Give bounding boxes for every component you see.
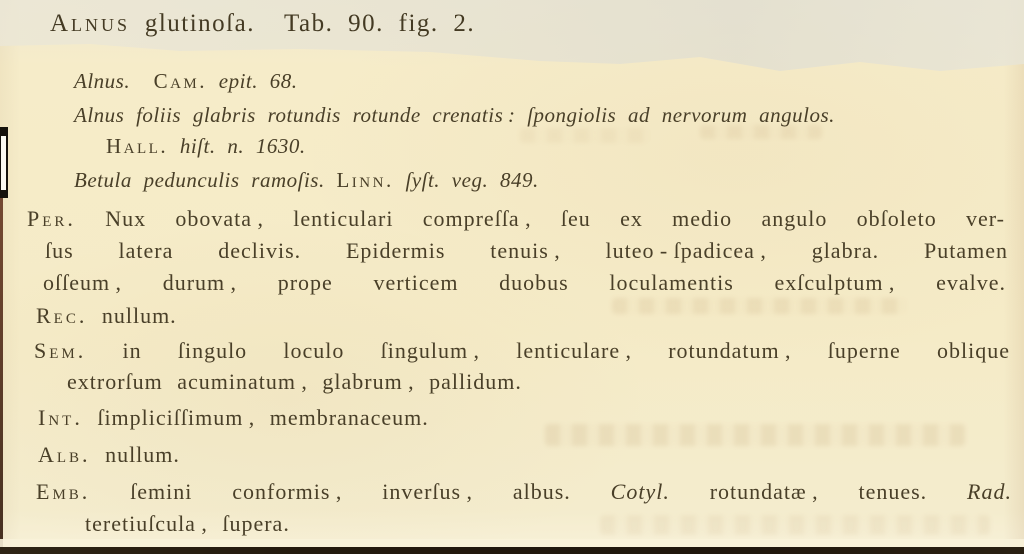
description-text: teretiuſcula , ſupera.: [85, 511, 290, 536]
plate-reference: Tab. 90. fig. 2.: [254, 10, 476, 37]
semen-line-2: [67, 369, 522, 395]
albumen-line: [38, 442, 180, 468]
description-text: nullum.: [90, 442, 180, 467]
scan-edge-left: [0, 198, 3, 547]
section-label-integumentum: Int.: [38, 405, 83, 430]
section-label-semen: Sem.: [34, 338, 87, 363]
description-text: ſimpliciſſimum , membranaceum.: [82, 405, 429, 430]
section-label-receptaculum: Rec.: [36, 303, 88, 328]
pericarpium-line-3: [43, 270, 1006, 296]
section-label-pericarpium: Per.: [27, 206, 76, 231]
semen-line-1: [34, 338, 1010, 364]
synonym-name: Betula pedunculis ramoſis.: [74, 168, 325, 192]
section-label-embryo: Emb.: [36, 479, 91, 504]
spacer: [325, 168, 337, 192]
spacer: [130, 69, 154, 93]
receptaculum-line: [36, 303, 177, 329]
genus-name: Alnus: [50, 10, 131, 37]
citation: ſyſt. veg. 849.: [393, 168, 539, 192]
scan-edge-bottom: [0, 547, 1024, 554]
description-text: ſus latera declivis. Epidermis tenuis , luteo - ſpadicea , glabra. Putamen: [45, 238, 1008, 263]
synonym-linnaeus: [74, 168, 539, 193]
author-abbrev: Hall.: [106, 134, 169, 158]
integumentum-line: [38, 405, 429, 431]
section-label-albumen: Alb.: [38, 442, 91, 467]
description-text: oſſeum , durum , prope verticem duobus loculamentis exſculptum , evalve.: [43, 270, 1006, 295]
pericarpium-line-2: [45, 238, 1008, 264]
synonym-haller-diagnosis: [74, 103, 835, 128]
description-text: rotundatæ , tenues.: [669, 479, 968, 504]
species-epithet: glutinoſa.: [130, 10, 255, 37]
species-heading: [50, 10, 475, 38]
description-text: extrorſum acuminatum , glabrum , pallidum.: [67, 369, 522, 394]
citation: hiſt. n. 1630.: [168, 134, 306, 158]
description-text: Nux obovata , lenticulari compreſſa , ſeu ex medio angulo obſoleto ver-: [75, 206, 1005, 231]
synonym-name: Alnus.: [74, 69, 131, 93]
description-text: nullum.: [87, 303, 177, 328]
author-abbrev: Linn.: [336, 168, 394, 192]
description-text: ſemini conformis , inverſus , albus.: [90, 479, 611, 504]
diagnosis-phrase: Alnus foliis glabris rotundis rotunde crenatis : ſpongiolis ad nervorum angulos.: [74, 103, 835, 127]
description-text: in ſingulo loculo ſingulum , lenticulare , rotundatum , ſuperne oblique: [86, 338, 1010, 363]
citation: epit. 68.: [207, 69, 298, 93]
synonym-camerarius: [74, 69, 298, 94]
embryo-line-1: [36, 479, 1012, 505]
scan-artifact-left-white: [1, 136, 6, 190]
pericarpium-line-1: [27, 206, 1005, 232]
radicle-abbrev: Rad.: [967, 479, 1012, 504]
cotyledon-abbrev: Cotyl.: [610, 479, 670, 504]
embryo-line-2: [85, 511, 290, 537]
synonym-haller-reference: [106, 134, 306, 159]
author-abbrev: Cam.: [153, 69, 208, 93]
